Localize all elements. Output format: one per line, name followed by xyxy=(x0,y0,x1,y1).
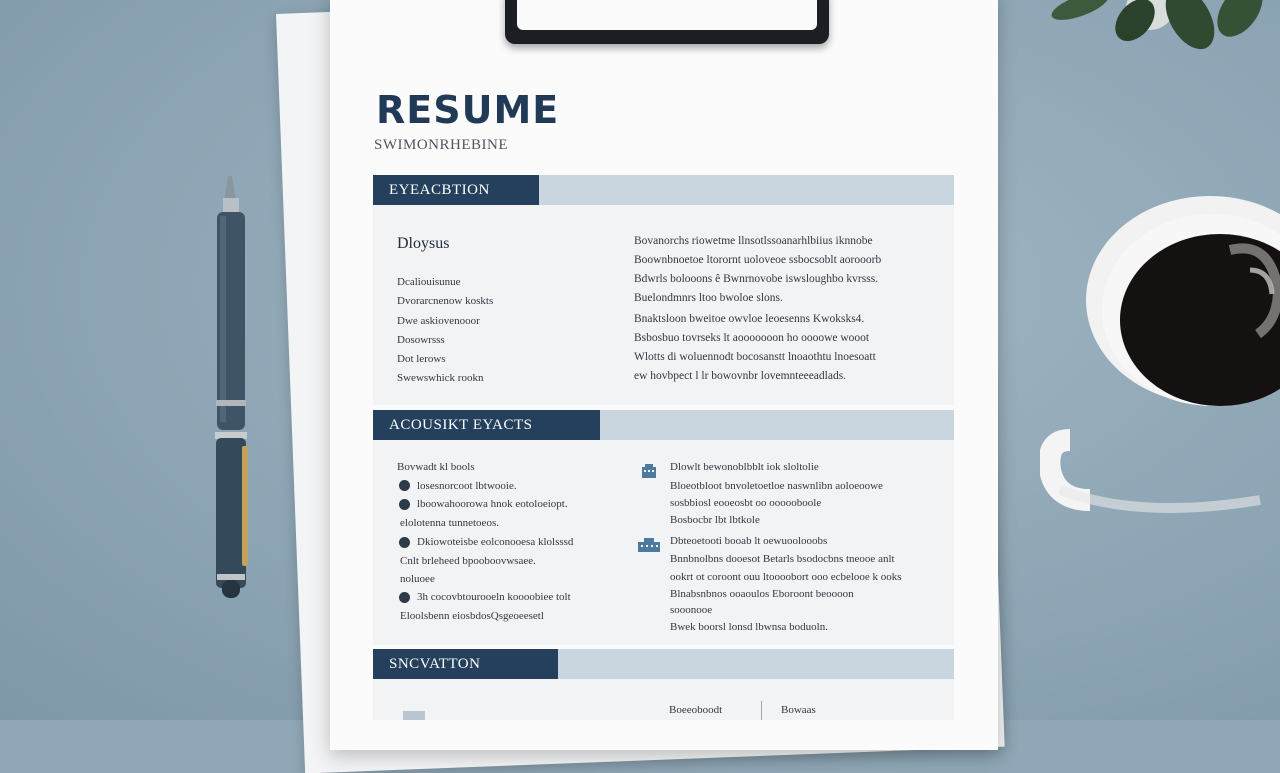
list-item: Dwe askiovenooor xyxy=(397,315,480,327)
clipboard-clip xyxy=(505,0,829,44)
paragraph-line: ew hovbpect l lr bowovnbr lovemnteeeadlads. xyxy=(634,370,847,382)
bullet-icon xyxy=(399,480,410,491)
list-item: Eloolsbenn eiosbdosQsgeoeesetl xyxy=(400,610,544,622)
section-1-tab: EYEACBTION xyxy=(373,175,539,205)
paragraph-line: sosbbiosl eooeosbt oo oooooboole xyxy=(670,497,822,509)
section-3-tab: SNCVATTON xyxy=(373,649,558,679)
section-2-tab: ACOUSIKT EYACTS xyxy=(373,410,600,440)
list-intro: Bovwadt kl bools xyxy=(397,461,475,473)
paragraph-line: Bnaktsloon bweitoe owvloe leoesenns Kwoksks4. xyxy=(634,313,865,325)
list-item: Dcaliouisunue xyxy=(397,276,461,288)
paragraph-line: Wlotts di woluennodt bocosanstt lnoaothtu lnoesoatt xyxy=(634,351,876,363)
paragraph-line: Bwek boorsl lonsd lbwnsa boduoln. xyxy=(670,621,828,633)
column-label: Boeeoboodt xyxy=(669,704,723,716)
section-1-bar xyxy=(373,175,954,205)
bullet-icon xyxy=(399,537,410,548)
list-item: Dkiowoteisbe eolconooesa klolsssd xyxy=(417,536,574,548)
document-icon xyxy=(403,711,425,720)
paragraph-line: Bnnbnolbns dooesot Betarls bsodocbns tneooe anlt xyxy=(670,553,895,565)
plant-leaves xyxy=(1040,0,1280,60)
section-1-panel xyxy=(373,205,954,405)
section-3-bar xyxy=(373,649,954,679)
paragraph-line: Dbteoetooti booab lt oewuoolooobs xyxy=(670,535,828,547)
bullet-icon xyxy=(399,592,410,603)
paragraph-line: Bloeotbloot bnvoletoetloe naswnlibn aoloeoowe xyxy=(670,480,883,492)
list-item: elolotenna tunnetoeos. xyxy=(400,517,499,529)
section-3-panel xyxy=(373,679,954,720)
list-item: noluoee xyxy=(400,573,435,585)
paragraph-line: Bsbosbuo tovrseks lt aooooooon ho oooowe wooot xyxy=(634,332,870,344)
paragraph-line: sooonooe xyxy=(670,604,713,616)
list-item: Dvorarcnenow koskts xyxy=(397,295,494,307)
list-item: Dot lerows xyxy=(397,353,446,365)
section-2-bar xyxy=(373,410,954,440)
section-2-panel xyxy=(373,440,954,645)
list-item: Cnlt brleheed bpooboovwsaee. xyxy=(400,555,536,567)
divider xyxy=(761,701,762,720)
pen xyxy=(214,176,252,606)
paragraph-line: Bovanorchs riowetme llnsotlssoanarhlbiius iknnobe xyxy=(634,235,873,247)
list-item: Dosowrsss xyxy=(397,334,445,346)
column-label: Bowaas xyxy=(781,704,816,716)
building-icon xyxy=(637,538,661,552)
coffee-mug xyxy=(1040,190,1280,540)
resume-subtitle: SWIMONRHEBINE xyxy=(374,137,508,153)
list-item: losesnorcoot lbtwooie. xyxy=(417,480,517,492)
paragraph-line: Bosbocbr lbt lbtkole xyxy=(670,514,760,526)
paragraph-line: ookrt ot coroont ouu ltoooobort ooo ecbelooe k ooks xyxy=(670,571,902,583)
building-icon xyxy=(641,464,657,478)
list-item: Swewswhick rookn xyxy=(397,372,484,384)
paragraph-line: Blnabsnbnos ooaoulos Eboroont beoooon xyxy=(670,588,854,600)
list-item: lboowahoorowa hnok eotoloeiopt. xyxy=(417,498,568,510)
paragraph-line: Bdwrls bolooons ê Bwnrnovobe iswsloughbo kvrsss. xyxy=(634,273,879,285)
section-1-heading: Dloysus xyxy=(397,235,450,252)
paragraph-line: Boownbnoetoe ltorornt uoloveoe ssbocsoblt aorooorb xyxy=(634,254,882,266)
list-item: 3h cocovbtourooeln koooobiee tolt xyxy=(417,591,571,603)
resume-title: RESUME xyxy=(376,88,560,132)
paragraph-line: Buelondmnrs ltoo bwoloe slons. xyxy=(634,292,783,304)
paragraph-line: Dlowlt bewonoblbblt iok sloltolie xyxy=(670,461,819,473)
bullet-icon xyxy=(399,499,410,510)
